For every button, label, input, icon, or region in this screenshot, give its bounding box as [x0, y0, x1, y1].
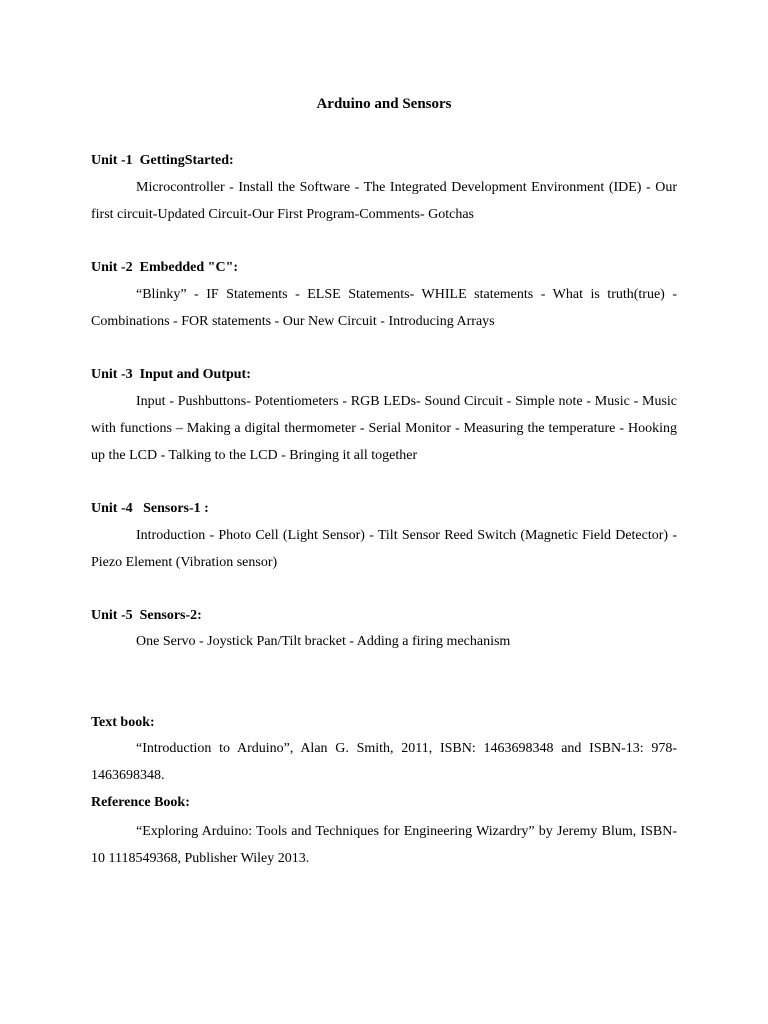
unit-1-description: Microcontroller - Install the Software - The Integrated Development Environment (IDE) - Our first circuit-Updated Circuit-Our First Program-Comments- Gotchas [91, 180, 677, 222]
unit-3-description: Input - Pushbuttons- Potentiometers - RGB LEDs- Sound Circuit - Simple note - Music - Music with functions – Making a digital thermometer - Serial Monitor - Measuring the temperature - Hooking up the LCD - Talking to the LCD - Bringing it all together [91, 394, 677, 463]
unit-1-heading: Unit -1 GettingStarted: [91, 153, 234, 168]
document-title: Arduino and Sensors [316, 96, 452, 112]
unit-4-heading: Unit -4 Sensors-1 : [91, 501, 209, 516]
unit-4-description: Introduction - Photo Cell (Light Sensor) - Tilt Sensor Reed Switch (Magnetic Field Detector) - Piezo Element (Vibration sensor) [91, 528, 677, 570]
reference-book-citation: “Exploring Arduino: Tools and Techniques for Engineering Wizardry” by Jeremy Blum, ISBN- 10 1118549368, Publisher Wiley 2013. [91, 824, 677, 866]
unit-2-description: “Blinky” - IF Statements - ELSE Statements- WHILE statements - What is truth(true) - Combinations - FOR statements - Our New Circuit - Introducing Arrays [91, 287, 677, 329]
text-book-citation: “Introduction to Arduino”, Alan G. Smith, 2011, ISBN: 1463698348 and ISBN-13: 978-1463698348. [91, 741, 677, 783]
unit-3-heading: Unit -3 Input and Output: [91, 367, 251, 382]
text-book-heading: Text book: [91, 715, 155, 730]
unit-5-description: One Servo - Joystick Pan/Tilt bracket - Adding a firing mechanism [136, 634, 511, 649]
unit-5-heading: Unit -5 Sensors-2: [91, 608, 202, 623]
reference-book-heading: Reference Book: [91, 795, 190, 810]
unit-2-heading: Unit -2 Embedded "C": [91, 260, 238, 275]
